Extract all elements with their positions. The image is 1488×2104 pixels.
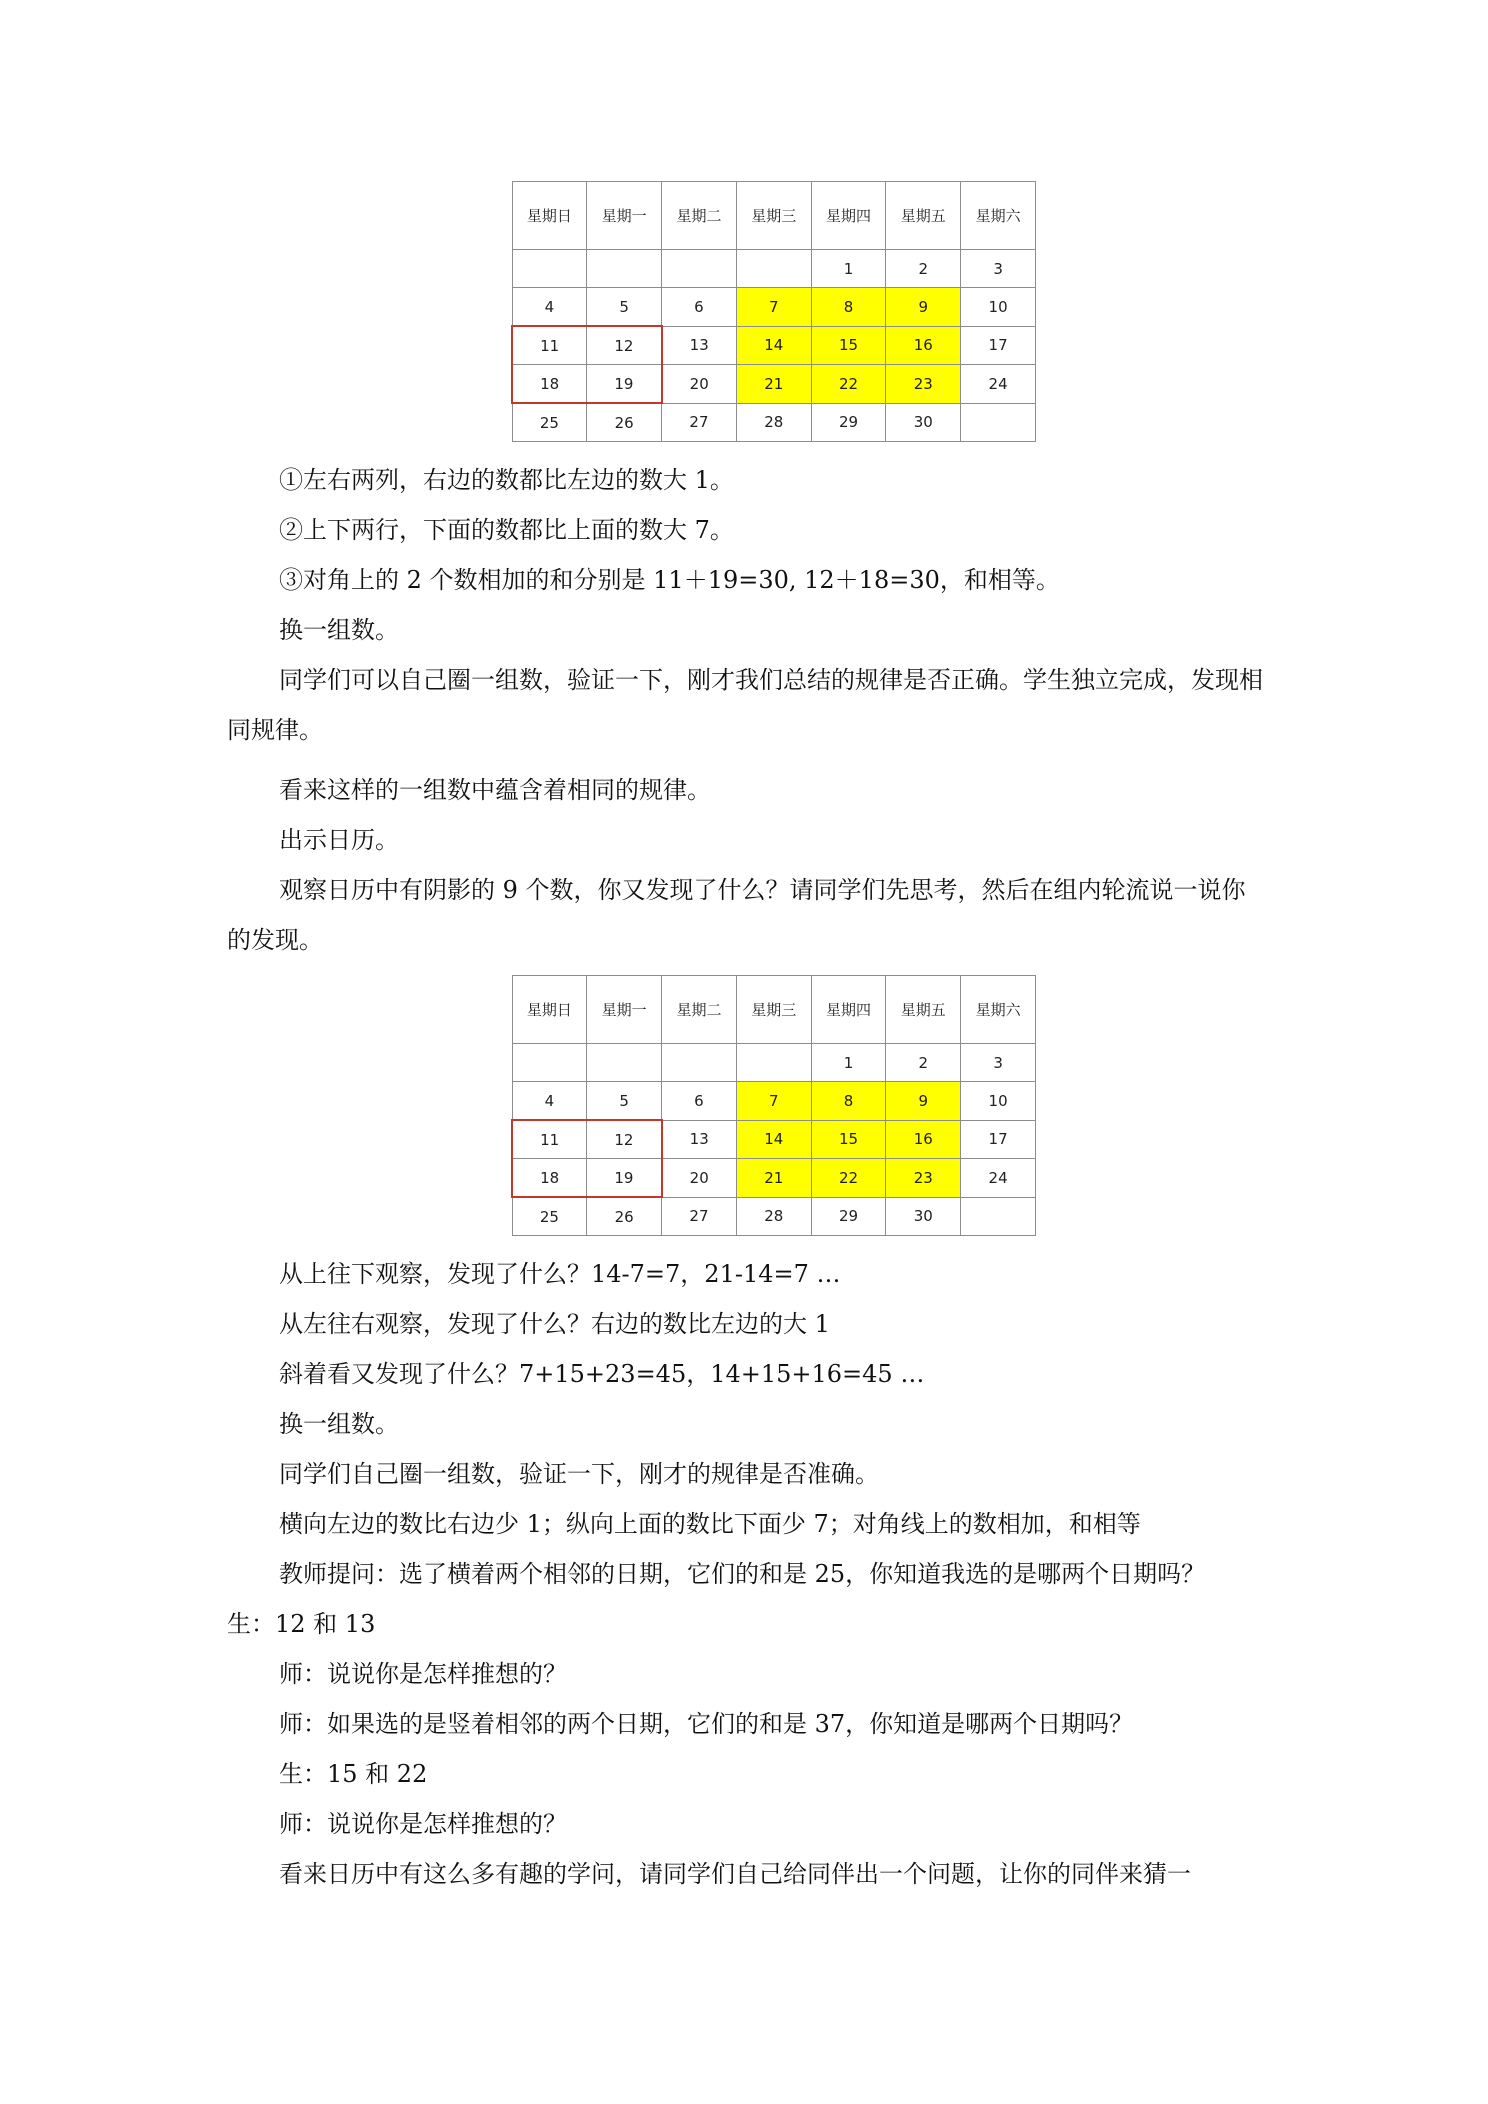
paragraph: 从上往下观察，发现了什么？14-7=7，21-14=7 …: [279, 1260, 841, 1288]
date-cell: 24: [961, 1159, 1036, 1198]
weekday-header: 星期一: [587, 976, 662, 1044]
date-cell: 27: [662, 403, 737, 442]
date-cell: 17: [961, 1120, 1036, 1159]
date-cell: 3: [961, 1044, 1036, 1082]
highlighted-date-cell: 23: [886, 365, 961, 404]
date-cell: 27: [662, 1197, 737, 1236]
calendar-row: [512, 1197, 1036, 1236]
paragraph: ①左右两列，右边的数都比左边的数大 1。: [279, 466, 734, 494]
paragraph: 看来这样的一组数中蕴含着相同的规律。: [279, 776, 711, 804]
calendar-table-1: [511, 181, 1036, 442]
date-cell: 5: [587, 1082, 662, 1121]
paragraph: ③对角上的 2 个数相加的和分别是 11＋19=30, 12＋18=30，和相等。: [279, 566, 1060, 594]
date-cell: 6: [662, 288, 737, 327]
calendar-row: [512, 250, 1036, 288]
date-cell: 4: [512, 1082, 587, 1121]
date-cell: 13: [662, 326, 737, 365]
calendar-table-2: [511, 975, 1036, 1236]
highlighted-date-cell: 7: [736, 1082, 811, 1121]
date-cell: [961, 403, 1036, 442]
highlighted-date-cell: 15: [811, 1120, 886, 1159]
highlighted-date-cell: 9: [886, 288, 961, 327]
date-cell: [662, 1044, 737, 1082]
weekday-header: 星期二: [662, 976, 737, 1044]
paragraph: 斜着看又发现了什么？7+15+23=45，14+15+16=45 …: [279, 1360, 925, 1388]
paragraph: 同学们自己圈一组数，验证一下，刚才的规律是否准确。: [279, 1460, 879, 1488]
paragraph: 看来日历中有这么多有趣的学问，请同学们自己给同伴出一个问题，让你的同伴来猜一: [279, 1860, 1191, 1888]
date-cell: 5: [587, 288, 662, 327]
highlighted-date-cell: 7: [736, 288, 811, 327]
date-cell: 10: [961, 1082, 1036, 1121]
paragraph: 从左往右观察，发现了什么？右边的数比左边的大 1: [279, 1310, 830, 1338]
boxed-date-cell: 11: [512, 1120, 587, 1159]
paragraph: 生：12 和 13: [227, 1610, 376, 1638]
highlighted-date-cell: 21: [736, 365, 811, 404]
highlighted-date-cell: 14: [736, 1120, 811, 1159]
date-cell: 4: [512, 288, 587, 327]
highlighted-date-cell: 8: [811, 288, 886, 327]
boxed-date-cell: 12: [587, 326, 662, 365]
calendar-row: [512, 326, 1036, 365]
boxed-date-cell: 11: [512, 326, 587, 365]
boxed-date-cell: 18: [512, 365, 587, 404]
paragraph: 同学们可以自己圈一组数，验证一下，刚才我们总结的规律是否正确。学生独立完成，发现相同规律。: [227, 666, 1263, 744]
calendar-row: [512, 1159, 1036, 1198]
paragraph: 教师提问：选了横着两个相邻的日期，它们的和是 25，你知道我选的是哪两个日期吗？: [279, 1560, 1206, 1588]
date-cell: 30: [886, 403, 961, 442]
paragraph: 出示日历。: [279, 826, 399, 854]
date-cell: 25: [512, 1197, 587, 1236]
date-cell: [587, 1044, 662, 1082]
calendar-row: [512, 1082, 1036, 1121]
date-cell: 25: [512, 403, 587, 442]
calendar-row: [512, 1120, 1036, 1159]
highlighted-date-cell: 22: [811, 365, 886, 404]
date-cell: [736, 250, 811, 288]
calendar-row: [512, 288, 1036, 327]
paragraph: ②上下两行，下面的数都比上面的数大 7。: [279, 516, 734, 544]
date-cell: 3: [961, 250, 1036, 288]
date-cell: [961, 1197, 1036, 1236]
date-cell: 1: [811, 1044, 886, 1082]
paragraph: 换一组数。: [279, 1410, 399, 1438]
paragraph: 师：说说你是怎样推想的？: [279, 1660, 567, 1688]
highlighted-date-cell: 16: [886, 326, 961, 365]
date-cell: 24: [961, 365, 1036, 404]
paragraph: 横向左边的数比右边少 1；纵向上面的数比下面少 7；对角线上的数相加，和相等: [279, 1510, 1141, 1538]
weekday-header: 星期日: [512, 182, 587, 250]
date-cell: 26: [587, 1197, 662, 1236]
date-cell: [512, 1044, 587, 1082]
highlighted-date-cell: 21: [736, 1159, 811, 1198]
boxed-date-cell: 12: [587, 1120, 662, 1159]
highlighted-date-cell: 14: [736, 326, 811, 365]
weekday-header: 星期六: [961, 182, 1036, 250]
date-cell: [736, 1044, 811, 1082]
highlighted-date-cell: 22: [811, 1159, 886, 1198]
highlighted-date-cell: 15: [811, 326, 886, 365]
date-cell: 2: [886, 1044, 961, 1082]
date-cell: 28: [736, 1197, 811, 1236]
date-cell: 20: [662, 365, 737, 404]
date-cell: 17: [961, 326, 1036, 365]
boxed-date-cell: 18: [512, 1159, 587, 1198]
paragraph: 师：如果选的是竖着相邻的两个日期，它们的和是 37，你知道是哪两个日期吗？: [279, 1710, 1134, 1738]
weekday-header: 星期三: [736, 976, 811, 1044]
weekday-header-row: [512, 976, 1036, 1044]
date-cell: 1: [811, 250, 886, 288]
date-cell: 30: [886, 1197, 961, 1236]
calendar-row: [512, 1044, 1036, 1082]
paragraph: 换一组数。: [279, 616, 399, 644]
date-cell: [662, 250, 737, 288]
weekday-header-row: [512, 182, 1036, 250]
boxed-date-cell: 19: [587, 1159, 662, 1198]
date-cell: [512, 250, 587, 288]
date-cell: 26: [587, 403, 662, 442]
date-cell: 2: [886, 250, 961, 288]
date-cell: 13: [662, 1120, 737, 1159]
highlighted-date-cell: 8: [811, 1082, 886, 1121]
weekday-header: 星期三: [736, 182, 811, 250]
calendar-row: [512, 403, 1036, 442]
weekday-header: 星期六: [961, 976, 1036, 1044]
weekday-header: 星期五: [886, 976, 961, 1044]
weekday-header: 星期二: [662, 182, 737, 250]
paragraph: 生：15 和 22: [279, 1760, 428, 1788]
highlighted-date-cell: 9: [886, 1082, 961, 1121]
boxed-date-cell: 19: [587, 365, 662, 404]
date-cell: 20: [662, 1159, 737, 1198]
weekday-header: 星期一: [587, 182, 662, 250]
date-cell: 10: [961, 288, 1036, 327]
weekday-header: 星期五: [886, 182, 961, 250]
weekday-header: 星期四: [811, 182, 886, 250]
paragraph: 师：说说你是怎样推想的？: [279, 1810, 567, 1838]
date-cell: 28: [736, 403, 811, 442]
date-cell: 6: [662, 1082, 737, 1121]
date-cell: 29: [811, 403, 886, 442]
highlighted-date-cell: 16: [886, 1120, 961, 1159]
date-cell: 29: [811, 1197, 886, 1236]
paragraph: 观察日历中有阴影的 9 个数，你又发现了什么？请同学们先思考，然后在组内轮流说一说你的发现。: [227, 876, 1246, 954]
weekday-header: 星期四: [811, 976, 886, 1044]
calendar-row: [512, 365, 1036, 404]
highlighted-date-cell: 23: [886, 1159, 961, 1198]
weekday-header: 星期日: [512, 976, 587, 1044]
date-cell: [587, 250, 662, 288]
